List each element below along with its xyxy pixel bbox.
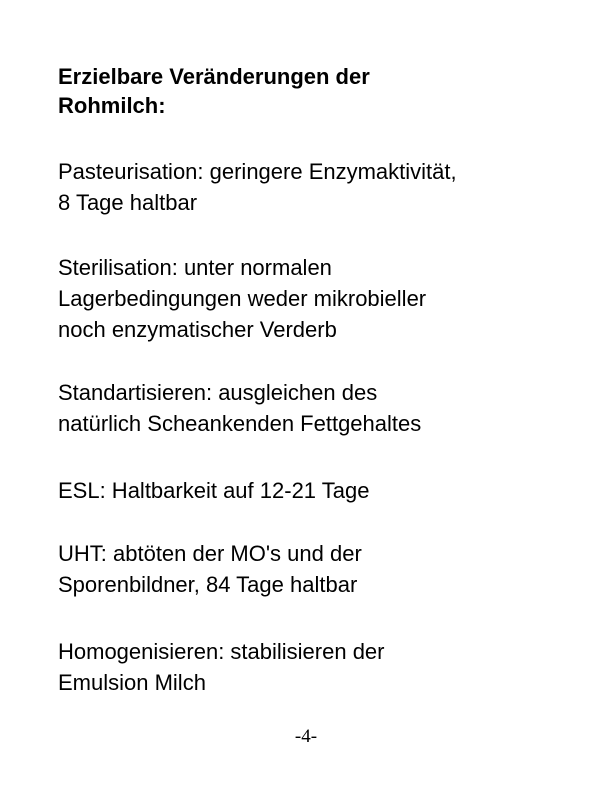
entry-line: Lagerbedingungen weder mikrobieller [58, 286, 427, 311]
entry-line: noch enzymatischer Verderb [58, 317, 337, 342]
entry-homogenisieren [58, 636, 588, 698]
entry-line: Sterilisation: unter normalen [58, 255, 332, 280]
entry-pasteurisation [58, 156, 588, 218]
entry-line: Pasteurisation: geringere Enzymaktivität, [58, 159, 457, 184]
entry-line: Homogenisieren: stabilisieren der [58, 639, 385, 664]
entry-esl [58, 475, 588, 506]
entry-standardisieren [58, 377, 588, 439]
heading-line: Rohmilch: [58, 93, 166, 118]
entry-line: natürlich Scheankenden Fettgehaltes [58, 411, 422, 436]
entry-line: Standartisieren: ausgleichen des [58, 380, 378, 405]
entry-uht [58, 538, 588, 600]
page-heading [58, 62, 558, 120]
entry-sterilisation [58, 252, 588, 345]
entry-line: ESL: Haltbarkeit auf 12-21 Tage [58, 478, 370, 503]
entry-line: Emulsion Milch [58, 670, 206, 695]
page-number: -4- [294, 726, 318, 747]
entry-line: 8 Tage haltbar [58, 190, 198, 215]
entry-line: UHT: abtöten der MO's und der [58, 541, 362, 566]
entry-line: Sporenbildner, 84 Tage haltbar [58, 572, 358, 597]
heading-line: Erzielbare Veränderungen der [58, 64, 370, 89]
